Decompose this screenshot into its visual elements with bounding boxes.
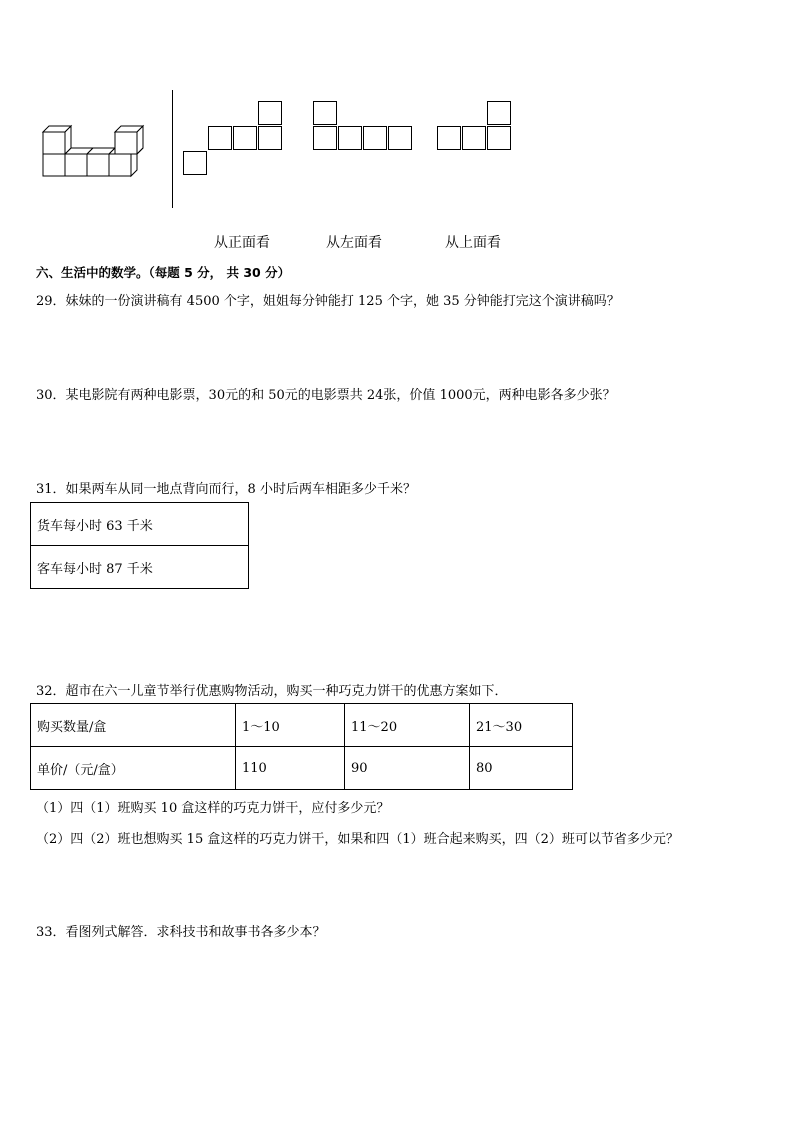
cube-stack-figure [38,122,158,182]
question-33: 33．看图列式解答．求科技书和故事书各多少本？ [36,925,326,940]
table-cell: 80 [470,747,573,790]
left-view-label: 从左面看 [326,235,382,251]
top-view-label: 从上面看 [445,235,501,251]
question-29: 29．妹妹的一份演讲稿有 4500 个字，姐姐每分钟能打 125 个字，她 35 分钟能打完这个演讲稿吗？ [36,294,620,309]
table-cell: 单价/（元/盒） [31,747,236,790]
table-cell: 货车每小时 63 千米 [31,503,249,546]
question-32-sub1: （1）四（1）班购买 10 盒这样的巧克力饼干，应付多少元？ [36,801,390,816]
table-cell: 110 [236,747,345,790]
question-32: 32．超市在六一儿童节举行优惠购物活动，购买一种巧克力饼干的优惠方案如下． [36,684,508,699]
question-30: 30．某电影院有两种电影票，30元的和 50元的电影票共 24张，价值 1000元，两种电影各多少张？ [36,388,616,403]
q32-price-table [30,703,573,790]
table-cell: 1～10 [236,704,345,747]
question-31: 31．如果两车从同一地点背向而行，8 小时后两车相距多少千米？ [36,482,416,497]
table-cell: 客车每小时 87 千米 [31,546,249,589]
table-cell: 21～30 [470,704,573,747]
table-cell: 购买数量/盒 [31,704,236,747]
table-cell: 90 [345,747,470,790]
question-32-sub2: （2）四（2）班也想购买 15 盒这样的巧克力饼干，如果和四（1）班合起来购买，四（2）班可以节省多少元？ [36,832,679,847]
table-row [31,704,573,747]
section-title: 六、生活中的数学。（每题 5 分， 共 30 分） [36,265,291,280]
front-view-label: 从正面看 [214,235,270,251]
table-row [31,503,249,546]
q31-table [30,502,249,589]
table-cell: 11～20 [345,704,470,747]
table-row [31,747,573,790]
figure-divider [172,90,173,208]
table-row [31,546,249,589]
